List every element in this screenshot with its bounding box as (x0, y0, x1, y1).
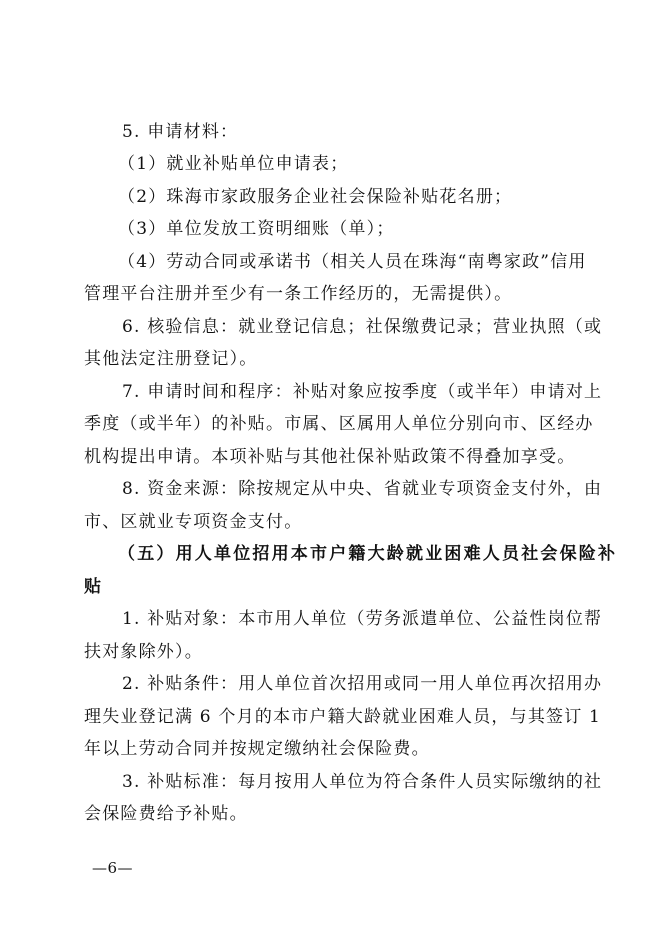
page-number: —6— (92, 859, 134, 877)
item-8-line-2: 市、区就业专项资金支付。 (84, 512, 303, 532)
subsidy-standard-line-1: 3. 补贴标准：每月按用人单位为符合条件人员实际缴纳的社 (122, 772, 603, 792)
material-4-line-2: 管理平台注册并至少有一条工作经历的，无需提供）。 (84, 284, 513, 304)
material-4-line-1: （4）劳动合同或承诺书（相关人员在珠海“南粤家政”信用 (118, 252, 587, 272)
material-1: （1）就业补贴单位申请表； (118, 154, 349, 174)
item-6-line-1: 6. 核验信息：就业登记信息；社保缴费记录；营业执照（或 (122, 317, 603, 337)
subsidy-condition-line-1: 2. 补贴条件：用人单位首次招用或同一用人单位再次招用办 (122, 674, 603, 694)
section-5-heading-line-2: 贴 (84, 577, 104, 597)
item-7-line-1: 7. 申请时间和程序：补贴对象应按季度（或半年）申请对上 (122, 382, 603, 402)
item-7-line-3: 机构提出申请。本项补贴与其他社保补贴政策不得叠加享受。 (84, 447, 576, 467)
subsidy-condition-line-2: 理失业登记满 6 个月的本市户籍大龄就业困难人员，与其签订 1 (84, 707, 602, 727)
item-8-line-1: 8. 资金来源：除按规定从中央、省就业专项资金支付外，由 (122, 479, 603, 499)
subsidy-object-line-2: 扶对象除外）。 (84, 642, 203, 662)
material-2: （2）珠海市家政服务企业社会保险补贴花名册； (118, 187, 513, 207)
subsidy-object-line-1: 1. 补贴对象：本市用人单位（劳务派遣单位、公益性岗位帮 (122, 609, 603, 629)
item-7-line-2: 季度（或半年）的补贴。市属、区属用人单位分别向市、区经办 (84, 414, 594, 434)
material-3: （3）单位发放工资明细账（单）； (118, 219, 395, 239)
item-5-application-materials: 5. 申请材料： (122, 122, 239, 142)
item-6-line-2: 其他法定注册登记）。 (84, 349, 258, 369)
section-5-heading-line-1: （五）用人单位招用本市户籍大龄就业困难人员社会保险补 (118, 544, 618, 564)
subsidy-condition-line-3: 年以上劳动合同并按规定缴纳社会保险费。 (84, 739, 430, 759)
subsidy-standard-line-2: 会保险费给予补贴。 (84, 804, 248, 824)
